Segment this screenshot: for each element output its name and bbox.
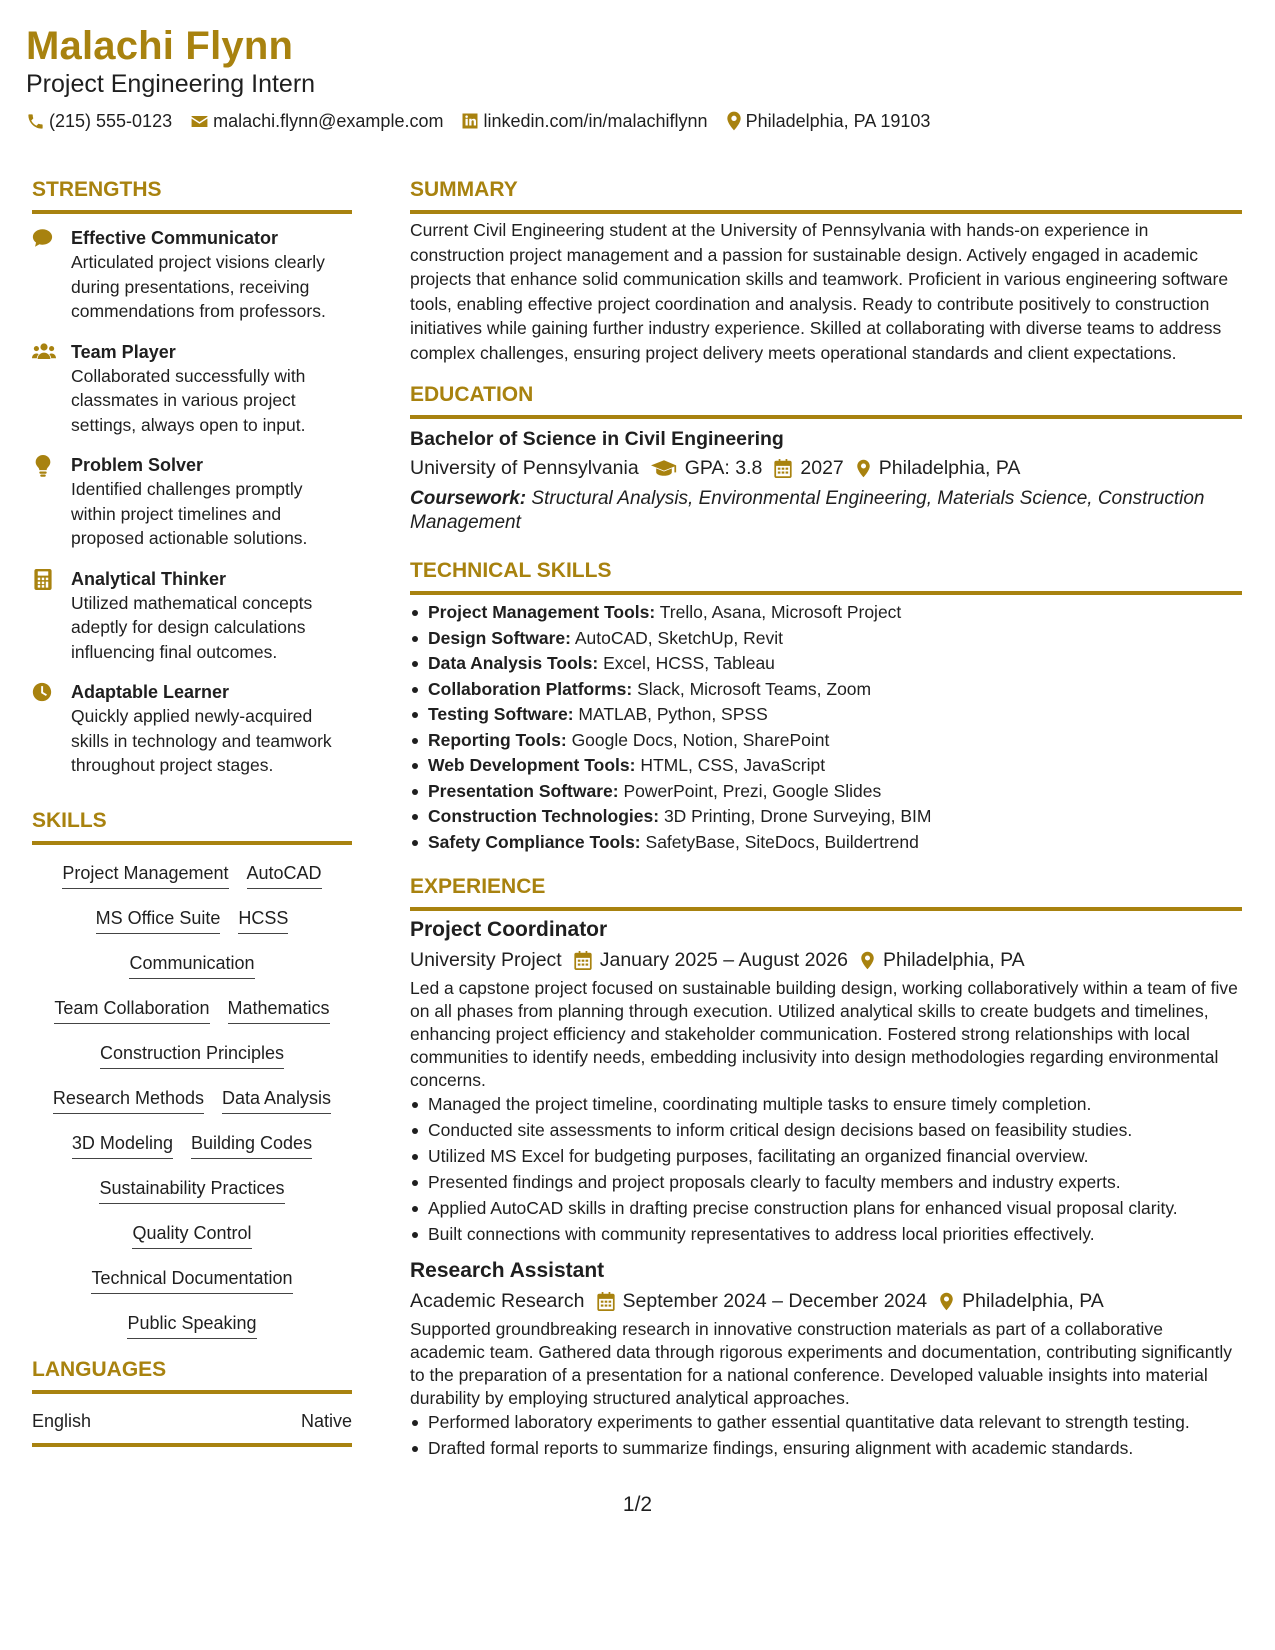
strength-item [32,680,352,778]
resume-header [26,22,1246,132]
skill-tag: Team Collaboration [54,996,209,1024]
skill-tag: Data Analysis [222,1086,331,1114]
list-item [410,677,1242,703]
section-divider [410,591,1242,595]
skill-values: AutoCAD, SketchUp, Revit [574,627,783,648]
list-item [410,830,1242,856]
education-section [410,381,1242,535]
section-title-education: EDUCATION [410,383,534,406]
map-pin-icon [726,111,742,131]
list-item [410,779,1242,805]
skills-row [32,945,352,990]
job-meta [410,1286,1242,1316]
strength-title: Problem Solver [71,455,204,475]
skill-category: Design Software: [428,627,571,648]
skill-values: HTML, CSS, JavaScript [640,755,826,775]
contact-linkedin[interactable] [461,110,707,132]
list-item: Applied AutoCAD skills in drafting precise construction plans for enhanced visual proposal clarity. [410,1196,1242,1220]
list-item: Utilized MS Excel for budgeting purposes, facilitating an organized financial overview. [410,1144,1242,1168]
skill-category: Collaboration Platforms: [428,678,633,699]
job-title: Project Coordinator [410,918,608,941]
skill-values: Slack, Microsoft Teams, Zoom [637,678,872,699]
calendar-icon [597,1292,615,1311]
skill-values: MATLAB, Python, SPSS [578,704,768,724]
experience-entry [410,915,1242,1246]
contact-bar [26,110,1246,132]
lightbulb-icon [35,455,51,477]
education-meta [410,453,1242,483]
strength-description: Articulated project visions clearly during presentations, receiving commendations from professors. [71,252,326,321]
list-item [410,753,1242,779]
strength-title: Analytical Thinker [71,568,227,589]
left-column [32,176,352,1431]
team-users-icon [32,342,56,360]
job-bullets [410,1092,1242,1246]
candidate-title: Project Engineering Intern [26,70,316,98]
education-location: Philadelphia, PA [878,457,1021,479]
skill-tag: AutoCAD [247,861,322,889]
calendar-icon [774,459,792,478]
page-number: 1/2 [622,1493,653,1516]
strength-title: Adaptable Learner [71,682,230,702]
linkedin-icon [461,112,479,130]
technical-skills-section [410,557,1242,855]
list-item: Presented findings and project proposals clearly to faculty members and industry experts. [410,1170,1242,1194]
skill-values: Excel, HCSS, Tableau [603,653,775,673]
skill-tag: Construction Principles [100,1041,284,1069]
skills-tag-list [32,855,352,1350]
skill-tag: Building Codes [191,1131,312,1159]
job-location: Philadelphia, PA [962,1290,1104,1312]
skills-row [32,1215,352,1260]
skill-category: Web Development Tools: [428,755,636,775]
coursework [410,487,1242,535]
strength-item [32,340,352,438]
strength-description: Utilized mathematical concepts adeptly for design calculations influencing final outcomes. [71,592,313,662]
skills-row [32,1170,352,1215]
graduation-year: 2027 [800,457,844,479]
list-item: Managed the project timeline, coordinating multiple tasks to ensure timely completion. [410,1092,1242,1116]
list-item: Conducted site assessments to inform critical design decisions based on feasibility studies. [410,1118,1242,1142]
map-pin-icon [860,951,875,970]
contact-email-text[interactable]: malachi.flynn@example.com [213,111,444,131]
job-location: Philadelphia, PA [883,949,1025,971]
skill-tag: Sustainability Practices [99,1176,284,1204]
coursework-list: Structural Analysis, Environmental Engineering, Materials Science, Construction Management [410,488,1205,533]
summary-section [410,176,1242,365]
section-divider [410,907,1242,911]
skills-row [32,1305,352,1350]
list-item [410,804,1242,830]
job-description: Led a capstone project focused on sustainable building design, working collaboratively within a team of five on all phases from planning through execution. Utilized analytical skills to create budgets and timelines, enhancing project efficiency and stakeholder communication. Fostered strong relationships with local communities to identify needs, embedding inclusivity into design methodologies regarding environmental concerns. [410,978,1238,1090]
skill-category: Data Analysis Tools: [428,653,599,673]
skill-category: Presentation Software: [428,780,619,801]
map-pin-icon [939,1292,954,1311]
language-name: English [32,1411,92,1431]
skill-tag: Communication [129,951,254,979]
job-description: Supported groundbreaking research in innovative construction materials as part of a collaborative academic team. Gathered data through rigorous experiments and documentation, contributing significantly to the preparation of a presentation for a national conference. Developed valuable insights into material durability by employing structured analytical approaches. [410,1319,1232,1408]
language-level-bar [32,1443,352,1447]
list-item [410,702,1242,728]
candidate-name: Malachi Flynn [26,24,294,68]
degree-title: Bachelor of Science in Civil Engineering [410,428,784,450]
job-dates: January 2025 – August 2026 [599,949,849,971]
list-item: Performed laboratory experiments to gather essential quantitative data relevant to strength testing. [410,1410,1242,1434]
strengths-section [32,176,352,778]
strength-item [32,226,352,324]
summary-text: Current Civil Engineering student at the University of Pennsylvania with hands-on experience in construction project management and a passion for sustainable design. Actively engaged in academic projects that enhance solid communication skills and teamwork. Proficient in various engineering software tools, enabling effective project coordination and analysis. Ready to contribute positively to construction initiatives while gaining further industry experience. Skilled at collaborating with diverse teams to address complex challenges, ensuring project delivery meets operational standards and client expectations. [410,220,1229,363]
skill-values: PowerPoint, Prezi, Google Slides [623,780,882,801]
graduation-cap-icon [651,459,677,477]
section-divider [32,210,352,214]
strength-description: Identified challenges promptly within project timelines and proposed actionable solutions. [71,479,308,548]
contact-location [726,110,931,132]
section-divider [410,210,1242,214]
school-name: University of Pennsylvania [410,457,639,479]
skill-tag: Research Methods [53,1086,204,1114]
section-title-experience: EXPERIENCE [410,875,546,898]
skills-row [32,1035,352,1080]
strength-item [32,453,352,551]
section-title-languages: LANGUAGES [32,1358,167,1381]
skill-tag: Mathematics [228,996,330,1024]
skill-tag: Technical Documentation [91,1266,292,1294]
skill-tag: Quality Control [132,1221,251,1249]
skill-tag: Public Speaking [127,1311,256,1339]
skills-row [32,1125,352,1170]
map-pin-icon [856,459,871,478]
skill-values: SafetyBase, SiteDocs, Buildertrend [645,831,919,852]
coursework-label: Coursework: [410,488,527,509]
skill-category: Construction Technologies: [428,806,660,826]
section-divider [410,415,1242,419]
skill-category: Testing Software: [428,704,574,724]
list-item [410,626,1242,652]
job-organization: Academic Research [410,1290,585,1312]
strength-title: Team Player [71,341,176,362]
skill-tag: HCSS [238,906,288,934]
skill-tag: Project Management [62,861,228,889]
strength-description: Collaborated successfully with classmates in various project settings, always open to input. [71,365,306,435]
list-item: Drafted formal reports to summarize findings, ensuring alignment with academic standards. [410,1436,1242,1460]
contact-phone [26,110,172,132]
job-title: Research Assistant [410,1259,605,1282]
section-divider [32,1390,352,1394]
experience-entry [410,1256,1242,1460]
skills-row [32,900,352,945]
calculator-icon [34,569,52,590]
strength-item [32,567,352,665]
gpa-text: GPA: 3.8 [684,457,763,479]
strength-title: Effective Communicator [71,228,279,248]
skills-row [32,1260,352,1305]
skills-section [32,807,352,1350]
section-divider [32,841,352,845]
strength-description: Quickly applied newly-acquired skills in technology and teamwork throughout project stages. [71,706,332,775]
section-title-technical-skills: TECHNICAL SKILLS [410,559,612,582]
list-item [410,600,1242,626]
skills-row [32,1080,352,1125]
skill-tag: MS Office Suite [96,906,221,934]
list-item [410,728,1242,754]
clock-icon [32,682,52,702]
skills-row [32,990,352,1035]
right-column [410,176,1242,1462]
contact-linkedin-text[interactable]: linkedin.com/in/malachiflynn [483,111,708,131]
phone-icon [26,112,45,131]
languages-section [32,1356,352,1447]
speech-bubble-icon [32,228,53,248]
skill-values: Google Docs, Notion, SharePoint [571,729,830,750]
job-bullets [410,1410,1242,1460]
job-organization: University Project [410,949,562,971]
section-title-strengths: STRENGTHS [32,178,162,201]
list-item [410,651,1242,677]
skill-category: Project Management Tools: [428,602,656,622]
skill-category: Reporting Tools: [428,729,567,750]
skills-row [32,855,352,900]
technical-skills-list [410,600,1242,855]
skill-values: Trello, Asana, Microsoft Project [659,602,902,622]
language-item [32,1409,352,1433]
list-item: Built connections with community representatives to address local priorities effectively. [410,1222,1242,1246]
job-meta [410,945,1242,975]
language-level: Native [300,1411,352,1431]
skill-category: Safety Compliance Tools: [428,831,641,852]
skill-values: 3D Printing, Drone Surveying, BIM [663,806,932,826]
job-dates: September 2024 – December 2024 [622,1290,928,1312]
contact-email[interactable] [190,110,443,132]
section-title-skills: SKILLS [32,809,107,832]
contact-phone-text: (215) 555-0123 [49,111,173,131]
experience-section [410,873,1242,1460]
contact-location-text: Philadelphia, PA 19103 [745,111,931,131]
section-title-summary: SUMMARY [410,178,518,201]
envelope-icon [190,112,209,131]
calendar-icon [574,951,592,970]
skill-tag: 3D Modeling [72,1131,173,1159]
